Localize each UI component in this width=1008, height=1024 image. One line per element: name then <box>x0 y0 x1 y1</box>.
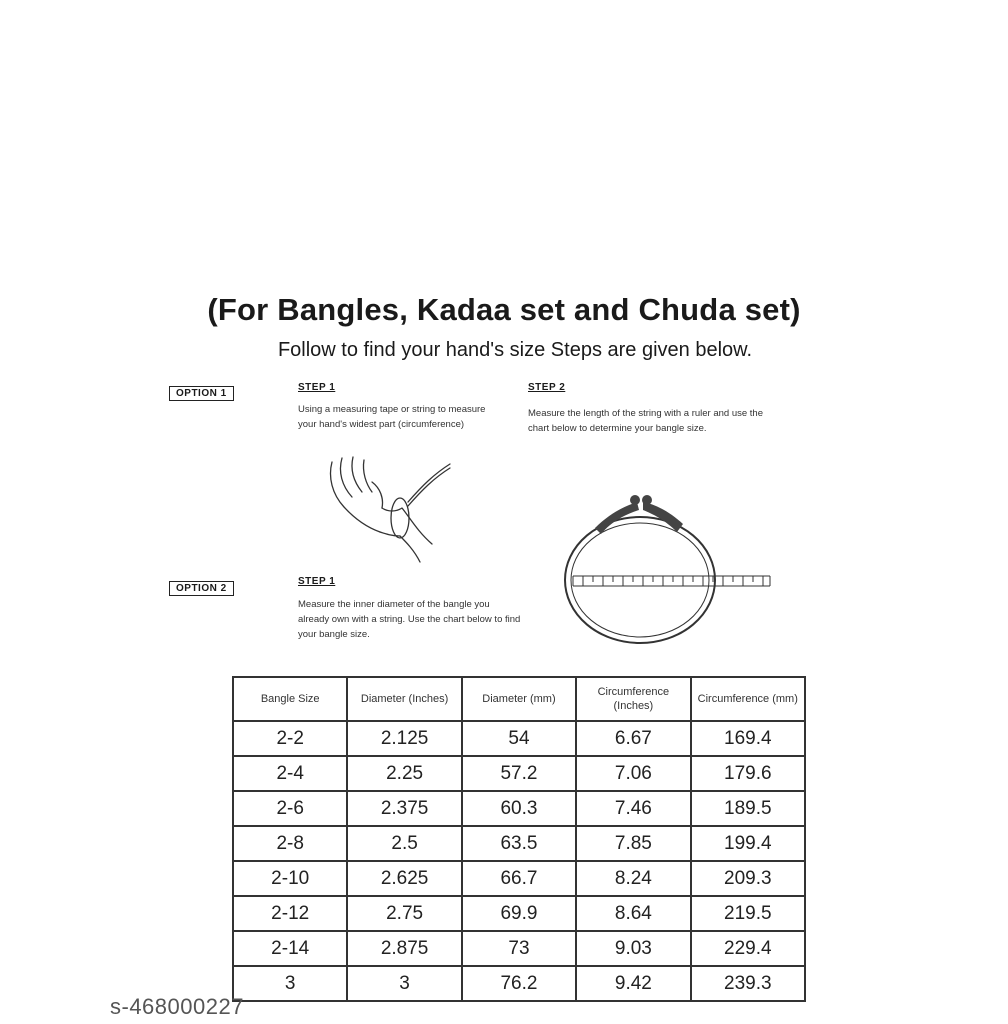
option-1-step-1-title: STEP 1 <box>298 382 336 393</box>
table-cell: 2.5 <box>347 826 461 861</box>
table-cell: 73 <box>462 931 576 966</box>
option-2-step-1-title: STEP 1 <box>298 576 336 587</box>
table-cell: 8.64 <box>576 896 690 931</box>
bangle-size-table <box>232 676 806 1002</box>
product-code-watermark: s-468000227 <box>110 994 244 1019</box>
table-cell: 8.24 <box>576 861 690 896</box>
table-cell: 2-10 <box>233 861 347 896</box>
table-cell: 2-12 <box>233 896 347 931</box>
table-cell: 6.67 <box>576 721 690 756</box>
table-cell: 9.42 <box>576 966 690 1001</box>
table-cell: 219.5 <box>691 896 805 931</box>
table-cell: 229.4 <box>691 931 805 966</box>
table-cell: 2.125 <box>347 721 461 756</box>
table-cell: 209.3 <box>691 861 805 896</box>
table-cell: 9.03 <box>576 931 690 966</box>
table-cell: 2.375 <box>347 791 461 826</box>
column-header: Circumference (mm) <box>691 677 805 721</box>
table-cell: 2-8 <box>233 826 347 861</box>
table-cell: 2.625 <box>347 861 461 896</box>
option-1-step-2-text: Measure the length of the string with a ruler and use the chart below to determine your bangle size. <box>528 408 763 434</box>
table-row <box>233 826 805 861</box>
bangle-ruler-illustration <box>555 488 775 648</box>
table-cell: 2.75 <box>347 896 461 931</box>
table-cell: 2-6 <box>233 791 347 826</box>
table-cell: 69.9 <box>462 896 576 931</box>
table-cell: 3 <box>347 966 461 1001</box>
table-cell: 7.85 <box>576 826 690 861</box>
table-cell: 169.4 <box>691 721 805 756</box>
table-cell: 239.3 <box>691 966 805 1001</box>
column-header: Bangle Size <box>233 677 347 721</box>
table-row <box>233 966 805 1001</box>
option-1-label: OPTION 1 <box>169 386 234 401</box>
table-cell: 199.4 <box>691 826 805 861</box>
option-2-label: OPTION 2 <box>169 581 234 596</box>
table-cell: 2-2 <box>233 721 347 756</box>
hand-measuring-illustration <box>322 452 462 577</box>
column-header: Diameter (mm) <box>462 677 576 721</box>
table-cell: 7.06 <box>576 756 690 791</box>
option-1-step-1-text: Using a measuring tape or string to measure your hand's widest part (circumference) <box>298 404 486 430</box>
table-header-row <box>233 677 805 721</box>
table-cell: 2.875 <box>347 931 461 966</box>
table-row <box>233 791 805 826</box>
table-cell: 3 <box>233 966 347 1001</box>
page-title: (For Bangles, Kadaa set and Chuda set) <box>207 292 801 327</box>
table-row <box>233 896 805 931</box>
table-cell: 179.6 <box>691 756 805 791</box>
table-cell: 7.46 <box>576 791 690 826</box>
table-row <box>233 721 805 756</box>
table-cell: 54 <box>462 721 576 756</box>
table-row <box>233 861 805 896</box>
page-subtitle: Follow to find your hand's size Steps are given below. <box>277 339 753 361</box>
table-cell: 60.3 <box>462 791 576 826</box>
table-cell: 63.5 <box>462 826 576 861</box>
column-header: Circumference (Inches) <box>576 677 690 721</box>
table-cell: 2-14 <box>233 931 347 966</box>
table-row <box>233 756 805 791</box>
table-cell: 57.2 <box>462 756 576 791</box>
table-row <box>233 931 805 966</box>
option-1-step-2-title: STEP 2 <box>528 382 566 393</box>
column-header: Diameter (Inches) <box>347 677 461 721</box>
table-cell: 2.25 <box>347 756 461 791</box>
table-cell: 189.5 <box>691 791 805 826</box>
table-cell: 2-4 <box>233 756 347 791</box>
table-cell: 66.7 <box>462 861 576 896</box>
option-2-step-1-text: Measure the inner diameter of the bangle you already own with a string. Use the chart below to find your bangle size. <box>298 599 521 640</box>
table-cell: 76.2 <box>462 966 576 1001</box>
